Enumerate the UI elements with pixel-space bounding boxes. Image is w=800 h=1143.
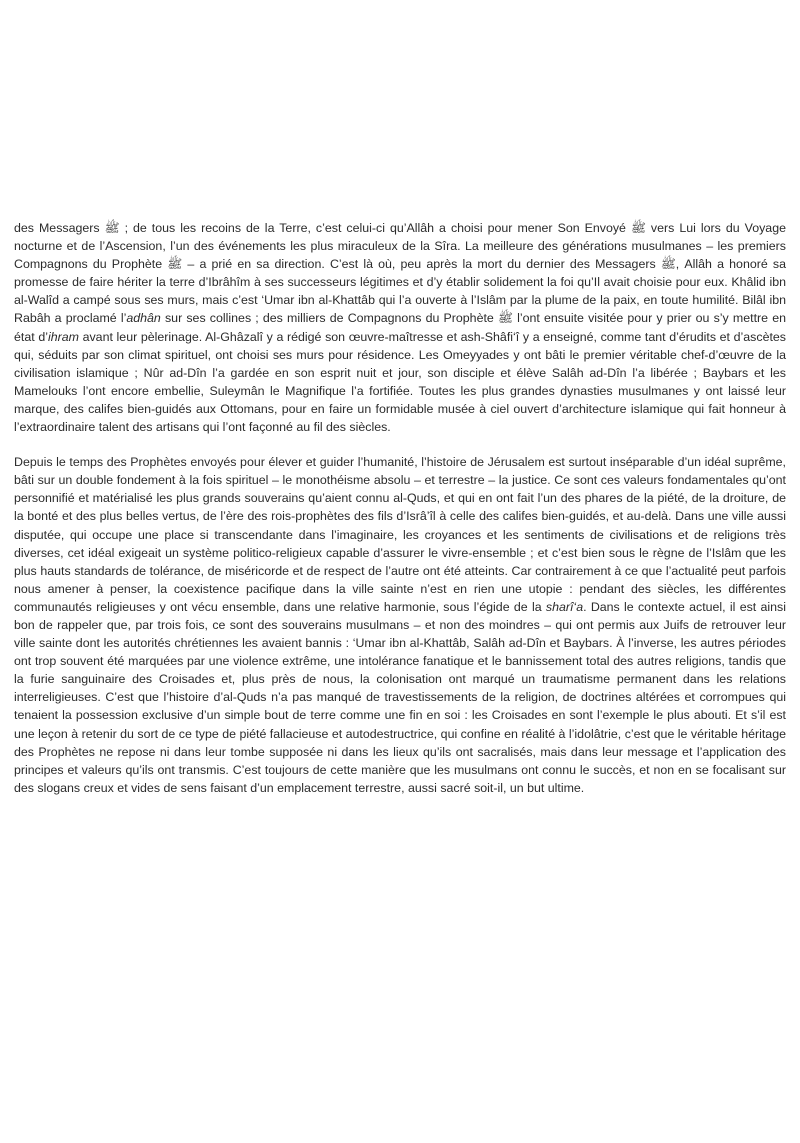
document-page — [14, 219, 786, 797]
term-sharia: sharî‘a — [545, 599, 584, 614]
paragraph-1 — [14, 219, 786, 436]
paragraph-1-text: des Messagers ﷺ ; de tous les recoins de la Terre, c’est celui-ci qu’Allâh a choisi pour mener Son Envoyé ﷺ vers Lui lors du Voyage nocturne et de l’Ascension, l’un des événements les plus miraculeux de la Sîra. La meilleure des générations musulmanes – les premiers Compagnons du Prophète ﷺ – a prié en sa direction. C’est là où, peu après la mort du dernier des Messagers ﷺ, Allâh a honoré sa promesse de faire hériter la terre d’Ibrâhîm à ses successeurs légitimes et d’y établir solidement la foi qu’Il avait choisie pour eux. Khâlid ibn al-Walîd a campé sous ses murs, mais c’est ‘Umar ibn al-Khattâb qui l’a ouverte à l’Islâm par la plume de la paix, en toute humilité. Bilâl ibn Rabâh a proclamé l’ — [14, 221, 786, 326]
paragraph-2-text: Depuis le temps des Prophètes envoyés pour élever et guider l’humanité, l’histoire de Jérusalem est surtout inséparable d’un idéal suprême, bâti sur un double fondement à la fois spirituel – le monothéisme absolu – et terrestre – la justice. Ce sont ces valeurs fondamentales qu’ont personnifié et matérialisé les plus grands souverains qu’aient connu al-Quds, et qui en ont fait l’un des phares de la piété, de la droiture, de la bonté et des plus belles vertus, de l’ère des rois-prophètes des fils d’Isrâ’îl à celle des califes bien-guidés, et au-delà. Dans une ville aussi disputée, qui occupe une place si transcendante dans l’imaginaire, les croyances et les sentiments de civilisations et de religions très diverses, cet idéal exigeait un système politico-religieux capable d’assurer le vivre-ensemble ; et c’est bien sous le règne de l’Islâm que les plus hauts standards de tolérance, de miséricorde et de respect de l’autre ont été atteints. Car contrairement à ce que l’actualité peut parfois nous amener à penser, la coexistence pacifique dans la ville sainte n’est en rien une utopie : pendant des siècles, les différentes communautés religieuses y ont vécu ensemble, dans une relative harmonie, sous l’égide de la — [14, 455, 786, 614]
paragraph-2 — [14, 453, 786, 797]
paragraph-1-text: avant leur pèlerinage. Al-Ghâzalî y a rédigé son œuvre-maîtresse et ash-Shâfi‘î y a enseigné, comme tant d’érudits et d’ascètes qui, séduits par son climat spirituel, ont choisi ses murs pour résidence. Les Omeyyades y ont bâti le premier véritable chef-d’œuvre de la civilisation islamique ; Nûr ad-Dîn l’a gardée en son esprit nuit et jour, son disciple et élève Salâh ad-Dîn l’a libérée ; Baybars et les Mamelouks l’ont encore embellie, Suleymân le Magnifique l’a fortifiée. Toutes les plus grandes dynasties musulmanes y ont laissé leur marque, des califes bien-guidés aux Ottomans, pour en faire un formidable musée à ciel ouvert d’architecture islamique qui fait honneur à l’extraordinaire talent des artisans qui l’ont façonné au fil des siècles. — [14, 329, 786, 435]
term-adhan: adhân — [126, 311, 161, 326]
paragraph-1-text: sur ses collines ; des milliers de Compagnons du Prophète ﷺ l’ont ensuite visitée pour y prier ou s’y mettre en état d’ — [14, 311, 786, 344]
paragraph-2-text: . Dans le contexte actuel, il est ainsi bon de rappeler que, par trois fois, ce sont des souverains musulmans – et non des moindres – qui ont permis aux Juifs de retrouver leur ville sainte dont les autorités chrétiennes les avaient bannis : ‘Umar ibn al-Khattâb, Salâh ad-Dîn et Baybars. À l’inverse, les autres périodes ont trop souvent été marquées par une violence extrême, une intolérance fanatique et le bannissement total des autres religions, tandis que la furie sanguinaire des Croisades et, plus près de nous, la colonisation ont marqué un traumatisme permanent dans les relations interreligieuses. C’est que l’histoire d’al-Quds n’a pas manqué de travestissements de la religion, de doctrines altérées et corrompues qui tenaient la possession exclusive d’un simple bout de terre comme une fin en soi : les Croisades en sont l’exemple le plus abouti. Et s’il est une leçon à retenir du sort de ce type de piété fallacieuse et autodestructrice, qui confine en réalité à l’idolâtrie, c’est que le véritable héritage des Prophètes ne repose ni dans leur tombe supposée ni dans les lieux qu’ils ont sacralisés, mais dans leur message et l’application des principes et valeurs qu’ils ont transmis. C’est toujours de cette manière que les musulmans ont connu le succès, et non en se focalisant sur des slogans creux et vides de sens faisant d’un emplacement terrestre, aussi sacré soit-il, un but ultime. — [14, 599, 786, 795]
term-ihram: ihram — [47, 329, 79, 344]
